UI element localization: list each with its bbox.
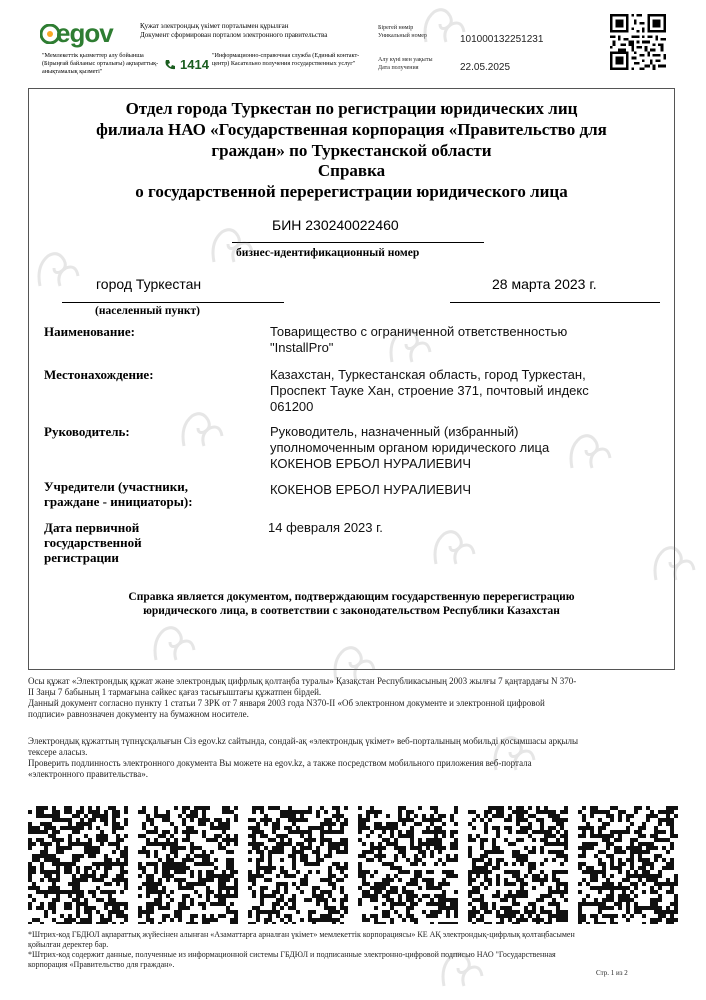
authenticity-check-notice	[28, 736, 678, 780]
field-value-location	[270, 367, 670, 415]
receipt-date-label-ru: Дата получения	[378, 65, 419, 71]
field-value-name-line1: Товарищество с ограниченной ответственностью	[270, 324, 568, 339]
field-label-registration-line1: Дата первичной	[44, 520, 140, 535]
barcode-strip	[28, 806, 678, 924]
unique-number: 101000132251231	[460, 34, 544, 45]
authenticity-check-ru-line1: Проверить подлинность электронного документа Вы можете на egov.kz, а также посредством мобильного приложения веб-портала	[28, 758, 532, 768]
watermark-ornament-icon	[208, 222, 256, 268]
field-label-registration-line2: государственной	[44, 535, 142, 550]
field-label-founders-line1: Учредители (участники,	[44, 479, 188, 494]
barcode-strip-graphic	[28, 806, 678, 924]
city-underline	[62, 302, 284, 303]
unique-number-label-ru: Уникальный номер	[378, 33, 427, 39]
field-label-location: Местонахождение:	[44, 367, 154, 382]
field-value-location-line3: 061200	[270, 399, 314, 414]
field-value-name-line2: "InstallPro"	[270, 340, 334, 355]
legal-equivalence-ru-line2: подписи» равнозначен документу на бумажном носителе.	[28, 709, 249, 719]
page-number: Стр. 1 из 2	[596, 969, 628, 977]
field-value-head-line1: Руководитель, назначенный (избранный)	[270, 424, 519, 439]
watermark-ornament-icon	[178, 406, 226, 452]
barcode-notice-kz-line1: *Штрих-код ГБДЮЛ ақпараттық жүйесінен алынған «Азаматтарға арналған үкімет» мемлекеттік корпорациясы» КЕ АҚ электрондық-цифрлық қолтаңбасымен	[28, 930, 575, 939]
barcode-notice-kz-line2: қойылған деректер бар.	[28, 940, 109, 949]
receipt-date: 22.05.2025	[460, 62, 511, 73]
bin-value: БИН 230240022460	[272, 217, 399, 233]
legal-equivalence-ru-line1: Данный документ согласно пункту 1 статьи 7 ЗРК от 7 января 2003 года N370-II «Об электронном документе и электронной цифровой	[28, 698, 545, 708]
phone-icon	[164, 59, 176, 71]
portal-notice-ru: Документ сформирован порталом электронного правительства	[140, 31, 328, 39]
issuing-authority	[28, 98, 675, 161]
barcode-block	[248, 806, 348, 924]
receipt-date-block	[378, 56, 432, 72]
barcode-notice-ru-line1: *Штрих-код содержит данные, полученные из информационной системы ГБДЮЛ и подписанные электронно-цифровой подписью НАО "Государственная	[28, 950, 556, 959]
field-value-location-line2: Проспект Тауке Хан, строение 371, почтовый индекс	[270, 383, 589, 398]
portal-notice	[140, 22, 380, 40]
watermark-ornament-icon	[430, 524, 478, 570]
unique-number-label-kz: Бірегей нөмір	[378, 25, 414, 31]
service-notice-kz: "Мемлекеттік қызметтер алу бойынша (Бірыңғай байланыс орталығы) ақпараттық-анықтамалық қызметі"	[42, 52, 159, 75]
watermark-ornament-icon	[386, 322, 434, 368]
legal-equivalence-notice	[28, 676, 678, 720]
issuing-authority-line1: Отдел города Туркестан по регистрации юридических лиц	[125, 99, 578, 118]
field-label-founders	[44, 479, 193, 509]
barcode-block	[358, 806, 458, 924]
watermark-ornament-icon	[420, 2, 468, 48]
legal-equivalence-kz-line1: Осы құжат «Электрондық құжат және электрондық цифрлық қолтаңба туралы» Қазақстан Республикасының 2003 жылғы 7 қаңтардағы N 370-	[28, 676, 577, 686]
legal-note-line1: Справка является документом, подтверждающим государственную перерегистрацию	[128, 591, 575, 603]
authenticity-check-kz-line1: Электрондық құжаттың түпнұсқалығын Сіз egov.kz сайтында, сондай-ақ «электрондық үкімет» веб-порталының мобильді қосымшасы арқылы	[28, 736, 579, 746]
watermark-ornament-icon	[34, 246, 82, 292]
bin-underline	[232, 242, 484, 243]
barcode-notice	[28, 930, 678, 970]
contact-phone: 1414	[180, 57, 209, 72]
egov-logo-text: egov	[56, 18, 113, 48]
document-title-sub: о государственной перерегистрации юридического лица	[135, 182, 568, 201]
barcode-notice-ru-line2: корпорация «Правительство для граждан».	[28, 960, 175, 969]
city-caption: (населенный пункт)	[95, 305, 200, 317]
service-notice-ru: "Информационно-справочная служба (Единый контакт-центр) Касательно получения государственных услуг"	[212, 52, 360, 67]
legal-note	[28, 590, 675, 618]
watermark-ornament-icon	[566, 428, 614, 474]
bin-caption: бизнес-идентификационный номер	[236, 247, 420, 259]
portal-notice-kz: Қужат электрондық үкімет порталымен құрылған	[140, 22, 289, 30]
issuing-authority-line3: граждан» по Туркестанской области	[211, 141, 492, 160]
field-value-head-line2: уполномоченным органом юридического лица	[270, 440, 550, 455]
barcode-block	[138, 806, 238, 924]
issuing-authority-line2: филиала НАО «Государственная корпорация «Правительство для	[96, 120, 607, 139]
field-value-head-line3: КОКЕНОВ ЕРБОЛ НУРАЛИЕВИЧ	[270, 456, 472, 471]
field-value-registration: 14 февраля 2023 г.	[268, 520, 383, 535]
contact-center	[164, 56, 209, 74]
receipt-date-label-kz: Алу күні мен уақыты	[378, 57, 433, 63]
authenticity-check-kz-line2: тексере аласыз.	[28, 747, 88, 757]
document-title-main: Справка	[317, 161, 386, 180]
field-label-head: Руководитель:	[44, 424, 130, 439]
qr-code	[610, 14, 666, 70]
legal-equivalence-kz-line2: II Заңы 7 бабының 1 тармағына сәйкес қағаз тасығыштағы құжатпен бірдей.	[28, 687, 322, 697]
issue-date-underline	[450, 302, 660, 303]
field-label-name: Наименование:	[44, 324, 135, 339]
field-value-name	[270, 324, 670, 356]
watermark-ornament-icon	[150, 620, 198, 666]
document-title	[28, 160, 675, 202]
issue-date: 28 марта 2023 г.	[492, 276, 597, 292]
authenticity-check-ru-line2: «электронного правительства».	[28, 769, 149, 779]
legal-note-line2: юридического лица, в соответствии с законодательством Республики Казахстан	[143, 605, 560, 617]
barcode-block	[468, 806, 568, 924]
field-label-registration-line3: регистрации	[44, 550, 119, 565]
watermark-ornament-icon	[650, 540, 698, 586]
field-label-registration	[44, 520, 142, 565]
field-value-founders: КОКЕНОВ ЕРБОЛ НУРАЛИЕВИЧ	[270, 482, 472, 497]
field-value-location-line1: Казахстан, Туркестанская область, город Туркестан,	[270, 367, 586, 382]
barcode-block	[28, 806, 128, 924]
egov-logo	[40, 16, 130, 56]
barcode-block	[578, 806, 678, 924]
field-label-founders-line2: граждане - инициаторы):	[44, 494, 193, 509]
city-value: город Туркестан	[96, 276, 202, 292]
